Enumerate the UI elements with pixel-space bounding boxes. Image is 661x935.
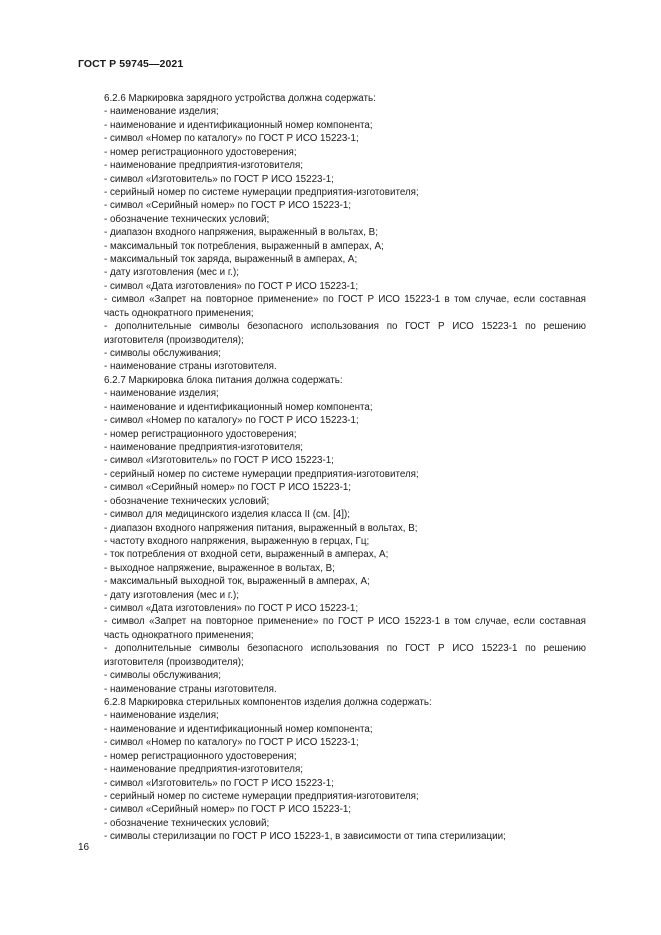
list-item: - символы обслуживания; [104,670,221,682]
list-item: - символ «Серийный номер» по ГОСТ Р ИСО 15223-1; [104,482,352,494]
list-item: - символы стерилизации по ГОСТ Р ИСО 15223-1, в зависимости от типа стерилизации; [104,831,506,843]
list-item: - диапазон входного напряжения питания, выраженный в вольтах, В; [104,522,418,534]
list-item: - символ «Изготовитель» по ГОСТ Р ИСО 15223-1; [104,173,334,185]
list-item: - наименование и идентификационный номер компонента; [104,723,373,735]
list-item: - дополнительные символы безопасного использования по ГОСТ Р ИСО 15223-1 по решению изготовителя (производителя); [104,643,586,668]
page-number: 16 [78,842,90,853]
list-item: - максимальный ток заряда, выраженный в амперах, А; [104,254,358,266]
section-heading: 6.2.6 Маркировка зарядного устройства должна содержать: [104,93,376,104]
list-item: - символ «Изготовитель» по ГОСТ Р ИСО 15223-1; [104,455,334,467]
list-item: - символ «Запрет на повторное применение» по ГОСТ Р ИСО 15223-1 в том случае, если составная часть однократного применения; [104,616,586,641]
list-item: - символ «Серийный номер» по ГОСТ Р ИСО 15223-1; [104,804,352,816]
list-item: - ток потребления от входной сети, выраженный в амперах, А; [104,549,389,561]
list-item: - наименование предприятия-изготовителя; [104,764,304,776]
section-6-2-6 [78,92,586,374]
list-item: - наименование и идентификационный номер компонента; [104,119,373,131]
list-item: - номер регистрационного удостоверения; [104,146,297,158]
list-item: - символ «Дата изготовления» по ГОСТ Р ИСО 15223-1; [104,280,359,292]
list-item: - обозначение технических условий; [104,495,270,507]
list-item: - максимальный выходной ток, выраженный в амперах, А; [104,576,370,588]
list-item: - наименование предприятия-изготовителя; [104,441,304,453]
list-item: - номер регистрационного удостоверения; [104,750,297,762]
list-item: - наименование страны изготовителя. [104,361,277,373]
list-item: - выходное напряжение, выраженное в вольтах, В; [104,562,335,574]
section-6-2-8 [78,696,586,844]
list-item: - символ «Номер по каталогу» по ГОСТ Р ИСО 15223-1; [104,737,359,749]
list-item: - символ «Номер по каталогу» по ГОСТ Р ИСО 15223-1; [104,415,359,427]
document-body [78,92,586,844]
list-item: - обозначение технических условий; [104,213,270,225]
list-item: - символ «Номер по каталогу» по ГОСТ Р ИСО 15223-1; [104,133,359,145]
document-header: ГОСТ Р 59745—2021 [78,58,184,70]
section-heading: 6.2.7 Маркировка блока питания должна содержать: [104,374,343,386]
list-item: - символ «Дата изготовления» по ГОСТ Р ИСО 15223-1; [104,603,359,615]
list-item: - наименование и идентификационный номер компонента; [104,401,373,413]
list-item: - серийный номер по системе нумерации предприятия-изготовителя; [104,468,419,480]
list-item: - серийный номер по системе нумерации предприятия-изготовителя; [104,186,419,198]
list-item: - символ «Серийный номер» по ГОСТ Р ИСО 15223-1; [104,200,352,212]
list-item: - наименование страны изготовителя. [104,683,277,695]
list-item: - наименование предприятия-изготовителя; [104,160,304,172]
list-item: - символ «Запрет на повторное применение» по ГОСТ Р ИСО 15223-1 в том случае, если составная часть однократного применения; [104,294,586,319]
list-item: - частоту входного напряжения, выраженную в герцах, Гц; [104,535,370,547]
section-6-2-7 [78,374,586,696]
list-item: - символ для медицинского изделия класса II (см. [4]); [104,509,350,521]
list-item: - обозначение технических условий; [104,817,270,829]
list-item: - дату изготовления (мес и г.); [104,589,239,601]
list-item: - наименование изделия; [104,710,219,722]
list-item: - дату изготовления (мес и г.); [104,267,239,279]
list-item: - серийный номер по системе нумерации предприятия-изготовителя; [104,790,419,802]
list-item: - максимальный ток потребления, выраженный в амперах, А; [104,240,384,252]
list-item: - дополнительные символы безопасного использования по ГОСТ Р ИСО 15223-1 по решению изготовителя (производителя); [104,321,586,346]
list-item: - наименование изделия; [104,388,219,400]
list-item: - наименование изделия; [104,106,219,118]
section-heading: 6.2.8 Маркировка стерильных компонентов изделия должна содержать: [104,696,432,708]
list-item: - диапазон входного напряжения, выраженный в вольтах, В; [104,227,378,239]
list-item: - номер регистрационного удостоверения; [104,428,297,440]
list-item: - символы обслуживания; [104,348,221,360]
list-item: - символ «Изготовитель» по ГОСТ Р ИСО 15223-1; [104,777,334,789]
